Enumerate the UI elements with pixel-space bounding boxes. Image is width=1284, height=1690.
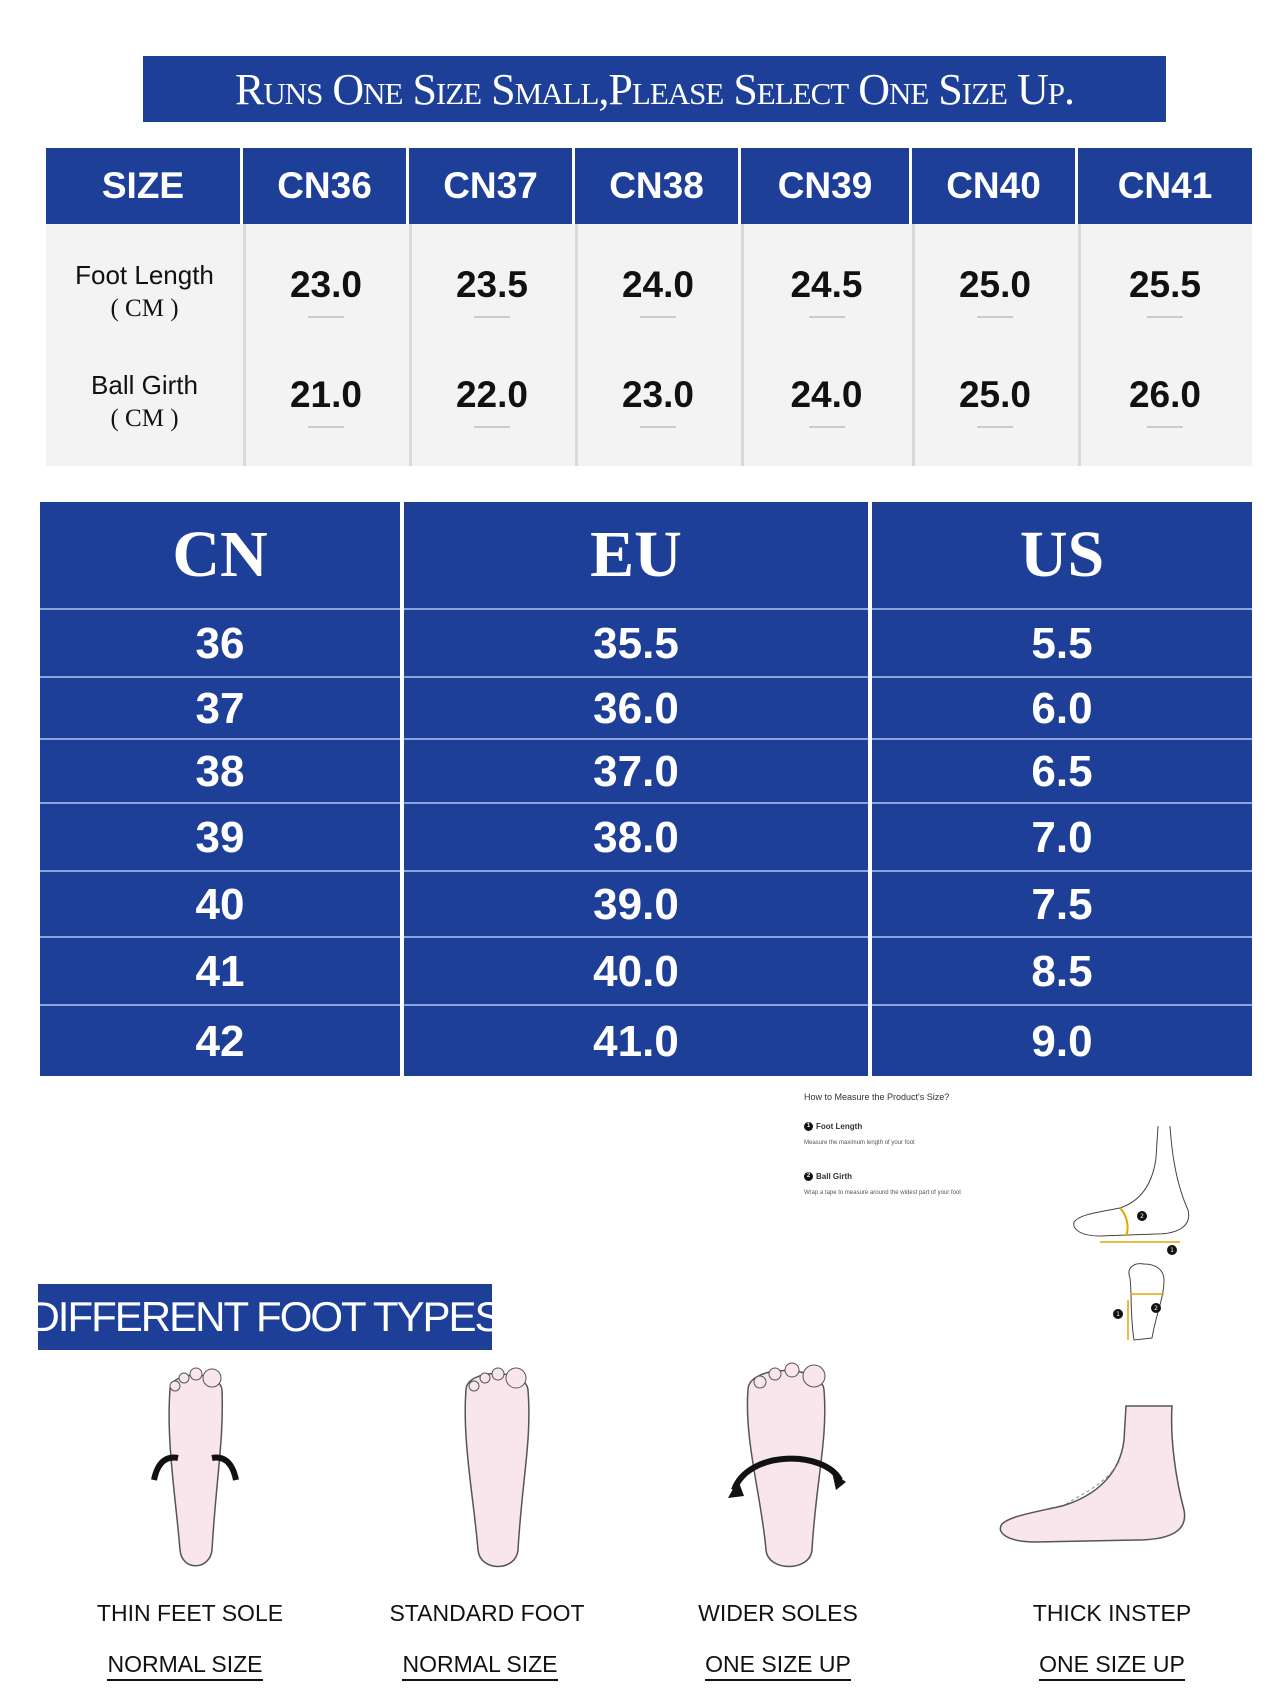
conversion-cell: 42: [195, 1017, 245, 1066]
size-table-header-cell: CN41: [1117, 165, 1213, 206]
recommendation-text: ONE SIZE UP: [705, 1651, 851, 1681]
size-value-cell: [1078, 236, 1252, 346]
standard-foot-icon: [440, 1360, 550, 1580]
conversion-cell: 37.0: [593, 747, 679, 796]
size-value: 23.0: [621, 374, 694, 415]
size-value: 25.0: [958, 264, 1031, 305]
number-badge: 2: [804, 1172, 813, 1181]
foot-types-title: DIFFERENT FOOT TYPES: [38, 1284, 492, 1350]
size-table-header-cell: CN36: [243, 148, 409, 224]
guide-item-foot-length: [804, 1122, 862, 1131]
conversion-cell: 39: [195, 813, 245, 862]
size-value-cell: [912, 346, 1078, 456]
guide-title: How to Measure the Product's Size?: [804, 1092, 950, 1102]
marker-2: 2: [1140, 1213, 1144, 1220]
size-table-header-cell: CN39: [741, 148, 912, 224]
guide-item-desc: Wrap a tape to measure around the widest part of your foot: [804, 1190, 961, 1196]
size-value-cell: [1078, 346, 1252, 456]
foot-type-label: THICK INSTEP: [1032, 1600, 1192, 1626]
marker-1: 1: [1116, 1311, 1120, 1318]
size-value-cell: [575, 346, 741, 456]
marker-2: 2: [1154, 1305, 1158, 1312]
column-divider: [868, 502, 872, 1076]
foot-type-label: THIN FEET SOLE: [96, 1600, 284, 1626]
size-value: 26.0: [1128, 374, 1201, 415]
size-value-cell: [409, 236, 575, 346]
conversion-cell: 37: [195, 684, 245, 733]
size-value: 24.5: [790, 264, 863, 305]
conversion-cell: 39.0: [593, 880, 679, 929]
row-label: [46, 346, 243, 456]
conversion-header-cell: CN: [172, 518, 268, 591]
unit-label: ( CM ): [110, 404, 179, 432]
foot-type-recommendation: [648, 1651, 908, 1678]
size-value: 21.0: [289, 374, 362, 415]
guide-item-label: Ball Girth: [816, 1172, 853, 1181]
size-value: 25.5: [1128, 264, 1201, 305]
size-table-header-cell: CN40: [912, 148, 1078, 224]
conversion-cell: 40: [195, 880, 245, 929]
ball-girth-label: Ball Girth: [91, 369, 198, 400]
column-divider: [400, 502, 404, 1076]
foot-type-recommendation: [982, 1651, 1242, 1678]
conversion-row: [40, 936, 1252, 1006]
row-label: [46, 236, 243, 346]
size-value: 22.0: [455, 374, 528, 415]
size-conversion-table: [40, 502, 1252, 1076]
conversion-row: [40, 738, 1252, 804]
conversion-cell: 5.5: [1031, 619, 1093, 668]
measurement-guide: [800, 1090, 1230, 1360]
number-badge: 1: [804, 1122, 813, 1131]
wide-foot-icon: [728, 1354, 848, 1580]
recommendation-text: ONE SIZE UP: [1039, 1651, 1185, 1681]
size-table-header-cell: SIZE: [46, 148, 243, 224]
conversion-cell: 6.0: [1031, 684, 1093, 733]
conversion-header-cell: US: [1019, 518, 1105, 591]
size-table-header-cell: CN38: [575, 148, 741, 224]
size-value-cell: [575, 236, 741, 346]
foot-type-label: STANDARD FOOT: [389, 1600, 585, 1626]
size-value: 25.0: [958, 374, 1031, 415]
conversion-row: [40, 870, 1252, 938]
size-measurement-table: [46, 148, 1252, 466]
recommendation-text: NORMAL SIZE: [107, 1651, 262, 1681]
conversion-cell: 38.0: [593, 813, 679, 862]
conversion-cell: 7.0: [1031, 813, 1093, 862]
marker-1: 1: [1170, 1247, 1174, 1254]
size-table-header-cell: CN37: [409, 148, 575, 224]
guide-item-ball-girth: [804, 1172, 852, 1181]
guide-item-label: Foot Length: [816, 1122, 863, 1131]
foot-length-row: [46, 236, 1252, 346]
size-value: 23.0: [289, 264, 362, 305]
size-warning-banner: Runs One Size Small,Please Select One Size Up.: [143, 56, 1166, 122]
conversion-cell: 36.0: [593, 684, 679, 733]
size-value-cell: [741, 346, 912, 456]
conversion-cell: 41: [195, 947, 245, 996]
guide-item-desc: Measure the maximum length of your foot: [804, 1140, 915, 1146]
foot-type-label: WIDER SOLES: [698, 1600, 858, 1626]
conversion-cell: 35.5: [593, 619, 679, 668]
conversion-row: [40, 676, 1252, 740]
conversion-cell: 9.0: [1031, 1017, 1093, 1066]
thin-foot-icon: [140, 1360, 250, 1580]
size-value-cell: [243, 236, 409, 346]
size-value-cell: [243, 346, 409, 456]
conversion-row: [40, 608, 1252, 678]
unit-label: ( CM ): [110, 294, 179, 322]
conversion-cell: 40.0: [593, 947, 679, 996]
size-value-cell: [409, 346, 575, 456]
size-table-header: [46, 148, 1252, 224]
foot-diagram-icon: [1060, 1118, 1230, 1368]
conversion-row: [40, 802, 1252, 872]
size-value: 23.5: [455, 264, 528, 305]
thick-instep-foot-icon: [996, 1400, 1196, 1550]
conversion-header: [40, 502, 1252, 608]
ball-girth-row: [46, 346, 1252, 456]
size-value-cell: [912, 236, 1078, 346]
size-value: 24.0: [790, 374, 863, 415]
foot-type-recommendation: [55, 1651, 315, 1678]
size-value-cell: [741, 236, 912, 346]
conversion-cell: 38: [195, 747, 245, 796]
conversion-cell: 6.5: [1031, 747, 1093, 796]
size-value: 24.0: [621, 264, 694, 305]
conversion-row: [40, 1004, 1252, 1078]
conversion-header-cell: EU: [590, 518, 682, 591]
recommendation-text: NORMAL SIZE: [402, 1651, 557, 1681]
conversion-cell: 7.5: [1031, 880, 1093, 929]
foot-length-label: Foot Length: [75, 259, 214, 290]
conversion-cell: 41.0: [593, 1017, 679, 1066]
conversion-cell: 8.5: [1031, 947, 1093, 996]
foot-type-recommendation: [350, 1651, 610, 1678]
conversion-cell: 36: [195, 619, 245, 668]
